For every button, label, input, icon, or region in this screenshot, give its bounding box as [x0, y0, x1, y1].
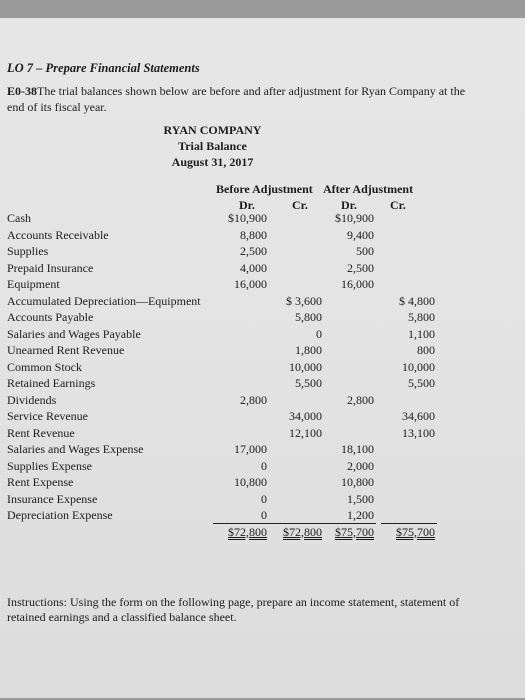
account-name: Cash [7, 211, 31, 225]
instructions-line1: Instructions: Using the form on the following page, prepare an income statement, statement of [7, 595, 460, 609]
account-name: Insurance Expense [7, 491, 98, 506]
amount-b-dr: 0 [261, 508, 267, 522]
total-rule [381, 523, 437, 524]
amount-a-dr: 500 [356, 244, 374, 258]
amount-b-cr: $ 3,600 [286, 293, 322, 308]
amount-a-cr: 800 [417, 343, 435, 357]
lo-heading: LO 7 – Prepare Financial Statements [7, 61, 200, 75]
account-name: Prepaid Insurance [7, 260, 94, 275]
statement-title: Trial Balance [178, 139, 247, 153]
amount-b-cr: 12,100 [289, 425, 322, 440]
amount-a-cr: 5,500 [408, 376, 435, 390]
amount-a-dr: 2,800 [347, 392, 374, 407]
account-name: Rent Revenue [7, 425, 75, 440]
amount-b-cr: 34,000 [289, 409, 322, 423]
before-dr-header: Dr. [239, 198, 255, 212]
account-name: Accounts Receivable [7, 227, 109, 242]
amount-b-dr: 2,500 [240, 244, 267, 258]
after-adjustment-header: After Adjustment [323, 182, 414, 196]
account-name: Salaries and Wages Expense [7, 442, 144, 456]
exercise-label: E0-38 [7, 84, 37, 98]
amount-a-cr: 13,100 [402, 425, 435, 440]
account-name: Accounts Payable [7, 310, 94, 324]
amount-a-dr: 9,400 [347, 227, 374, 242]
account-name: Dividends [7, 392, 57, 407]
amount-b-dr: 10,800 [234, 475, 267, 489]
account-name: Depreciation Expense [7, 508, 113, 522]
account-name: Rent Expense [7, 475, 74, 489]
account-name: Service Revenue [7, 409, 88, 423]
account-name: Retained Earnings [7, 376, 96, 390]
amount-a-dr: 2,000 [347, 458, 374, 473]
account-name: Supplies Expense [7, 458, 92, 473]
before-adjustment-header: Before Adjustment [216, 182, 313, 196]
account-name: Accumulated Depreciation—Equipment [7, 293, 201, 308]
amount-b-dr: 17,000 [234, 442, 267, 456]
total-a-cr: $75,700 [396, 524, 435, 539]
amount-a-dr: 16,000 [341, 277, 374, 291]
amount-a-cr: $ 4,800 [399, 293, 435, 308]
total-rule [268, 523, 324, 524]
account-name: Salaries and Wages Payable [7, 326, 141, 341]
total-b-dr: $72,800 [228, 524, 267, 539]
amount-b-cr: 1,800 [295, 343, 322, 357]
amount-b-cr: 10,000 [289, 359, 322, 374]
amount-b-cr: 5,800 [295, 310, 322, 324]
account-name: Equipment [7, 277, 60, 291]
account-name: Unearned Rent Revenue [7, 343, 125, 357]
amount-a-cr: 34,600 [402, 409, 435, 423]
amount-b-dr: 2,800 [240, 392, 267, 407]
total-rule [213, 523, 269, 524]
amount-b-cr: 5,500 [295, 376, 322, 390]
company-name: RYAN COMPANY [163, 123, 262, 137]
amount-a-dr: 1,200 [347, 508, 374, 522]
instructions-line2: retained earnings and a classified balance sheet. [7, 610, 237, 624]
amount-a-cr: 10,000 [402, 359, 435, 374]
total-b-cr: $72,800 [283, 524, 322, 539]
amount-a-dr: $10,900 [335, 211, 374, 225]
after-cr-header: Cr. [390, 198, 406, 212]
amount-b-dr: $10,900 [228, 211, 267, 225]
amount-b-cr: 0 [316, 326, 322, 341]
account-name: Common Stock [7, 359, 83, 374]
account-name: Supplies [7, 244, 49, 258]
amount-a-cr: 5,800 [408, 310, 435, 324]
amount-a-dr: 2,500 [347, 260, 374, 275]
statement-date: August 31, 2017 [171, 155, 254, 169]
amount-a-dr: 1,500 [347, 491, 374, 506]
after-dr-header: Dr. [341, 198, 357, 212]
amount-b-dr: 16,000 [234, 277, 267, 291]
amount-a-cr: 1,100 [408, 326, 435, 341]
total-rule [320, 523, 376, 524]
textbook-page [0, 18, 525, 698]
total-a-dr: $75,700 [335, 524, 374, 539]
amount-a-dr: 18,100 [341, 442, 374, 456]
amount-b-dr: 0 [261, 458, 267, 473]
exercise-text-line2: end of its fiscal year. [7, 100, 107, 114]
amount-b-dr: 4,000 [240, 260, 267, 275]
before-cr-header: Cr. [292, 198, 308, 212]
exercise-text-line1: The trial balances shown below are before and after adjustment for Ryan Company at the [37, 84, 466, 98]
amount-b-dr: 0 [261, 491, 267, 506]
amount-b-dr: 8,800 [240, 227, 267, 242]
amount-a-dr: 10,800 [341, 475, 374, 489]
